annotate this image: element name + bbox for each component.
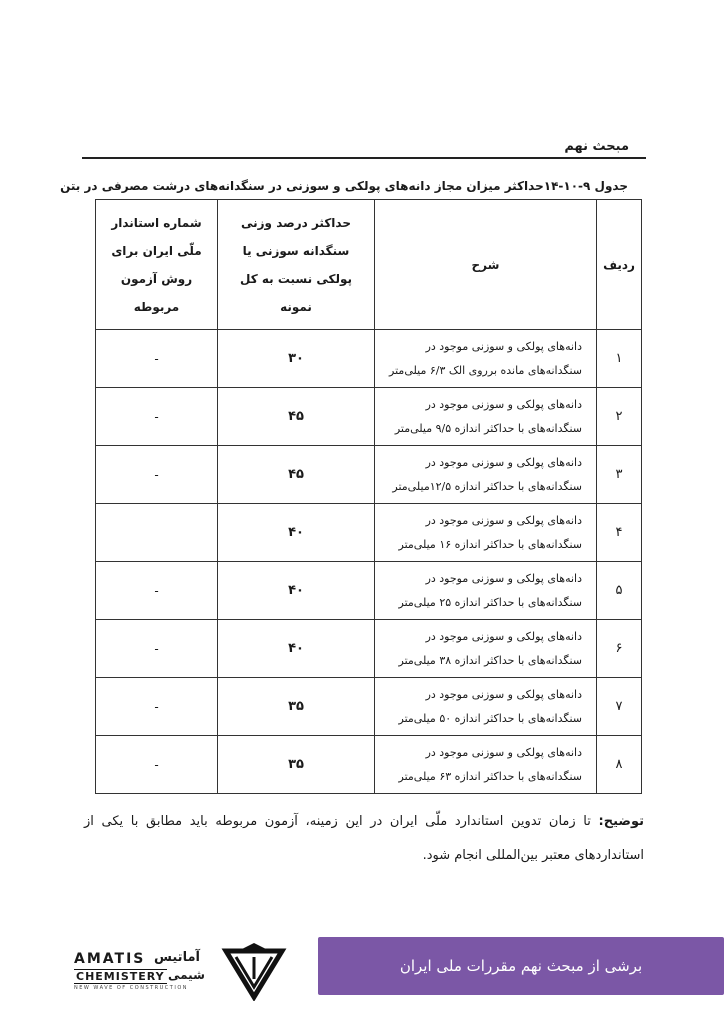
description-line-2: سنگدانه‌های مانده برروی الک ۶/۳ میلی‌متر — [389, 363, 582, 377]
row-description-cell — [375, 504, 597, 562]
brand-sub-en: CHEMISTERY — [76, 970, 165, 983]
table-row — [96, 562, 642, 620]
source-banner: برشی از مبحث نهم مقررات ملی ایران — [318, 937, 724, 995]
header-standard-number: شماره استاندار ملّی ایران برای روش آزمون مربوطه — [96, 200, 218, 330]
table-caption: جدول ۹-۱۰-۱۴حداکثر میزان مجاز دانه‌های پولکی و سوزنی در سنگدانه‌های درشت مصرفی در بتن — [60, 179, 628, 193]
brand-name-fa: آماتیس — [154, 950, 200, 965]
row-standard-cell — [96, 504, 218, 562]
brand-tagline: NEW WAVE OF CONSTRUCTION — [74, 985, 188, 991]
header-max-percent: حداکثر درصد وزنی سنگدانه سوزنی یا پولکی نسبت به کل نمونه — [218, 200, 375, 330]
table-row — [96, 388, 642, 446]
table-row — [96, 620, 642, 678]
note — [84, 805, 644, 873]
description-line-1: دانه‌های پولکی و سوزنی موجود در — [425, 745, 582, 759]
row-standard-cell: - — [96, 620, 218, 678]
row-standard-cell: - — [96, 446, 218, 504]
row-max-percent-cell: ۴۰ — [218, 504, 375, 562]
row-standard-cell: - — [96, 388, 218, 446]
row-max-percent-cell: ۳۵ — [218, 736, 375, 794]
description-line-2: سنگدانه‌های با حداکثر اندازه ۶۳ میلی‌متر — [398, 769, 582, 783]
row-number-cell: ۶ — [597, 620, 642, 678]
row-description-cell — [375, 620, 597, 678]
description-line-2: سنگدانه‌های با حداکثر اندازه ۱۶ میلی‌متر — [398, 537, 582, 551]
aggregate-table — [95, 199, 642, 794]
row-max-percent-cell: ۴۰ — [218, 562, 375, 620]
row-description-cell — [375, 330, 597, 388]
section-title: مبحث نهم — [564, 139, 629, 154]
company-logo — [72, 945, 302, 995]
row-description-cell — [375, 736, 597, 794]
description-line-2: سنگدانه‌های با حداکثر اندازه ۲۵ میلی‌متر — [398, 595, 582, 609]
row-description-cell — [375, 562, 597, 620]
row-standard-cell: - — [96, 736, 218, 794]
row-number-cell: ۷ — [597, 678, 642, 736]
row-number-cell: ۲ — [597, 388, 642, 446]
row-standard-cell: - — [96, 330, 218, 388]
row-description-cell — [375, 388, 597, 446]
row-standard-cell: - — [96, 678, 218, 736]
description-line-1: دانه‌های پولکی و سوزنی موجود در — [425, 455, 582, 469]
row-number-cell: ۳ — [597, 446, 642, 504]
row-number-cell: ۵ — [597, 562, 642, 620]
row-description-cell — [375, 678, 597, 736]
note-text: تا زمان تدوین استاندارد ملّی ایران در این زمینه، آزمون مربوطه باید مطابق با یکی از استانداردهای معتبر بین‌المللی انجام شود. — [84, 814, 644, 863]
row-number-cell: ۸ — [597, 736, 642, 794]
row-max-percent-cell: ۴۵ — [218, 446, 375, 504]
row-max-percent-cell: ۴۵ — [218, 388, 375, 446]
description-line-2: سنگدانه‌های با حداکثر اندازه ۳۸ میلی‌متر — [398, 653, 582, 667]
description-line-1: دانه‌های پولکی و سوزنی موجود در — [425, 629, 582, 643]
row-max-percent-cell: ۳۵ — [218, 678, 375, 736]
row-description-cell — [375, 446, 597, 504]
row-max-percent-cell: ۴۰ — [218, 620, 375, 678]
table-row — [96, 330, 642, 388]
header-rule — [82, 157, 646, 159]
description-line-1: دانه‌های پولکی و سوزنی موجود در — [425, 339, 582, 353]
row-standard-cell: - — [96, 562, 218, 620]
brand-sub-fa: شیمی — [168, 968, 205, 982]
header-row-number: ردیف — [597, 200, 642, 330]
note-label: توضیح: — [598, 814, 644, 829]
description-line-1: دانه‌های پولکی و سوزنی موجود در — [425, 513, 582, 527]
header-description: شرح — [375, 200, 597, 330]
table-row — [96, 678, 642, 736]
description-line-2: سنگدانه‌های با حداکثر اندازه ۱۲/۵میلی‌متر — [392, 479, 582, 493]
description-line-2: سنگدانه‌های با حداکثر اندازه ۵۰ میلی‌متر — [398, 711, 582, 725]
row-max-percent-cell: ۳۰ — [218, 330, 375, 388]
row-number-cell: ۱ — [597, 330, 642, 388]
brand-name-en: AMATIS — [74, 951, 146, 967]
table-row — [96, 446, 642, 504]
diamond-logo-icon — [218, 941, 290, 1001]
table-row — [96, 504, 642, 562]
row-number-cell: ۴ — [597, 504, 642, 562]
description-line-2: سنگدانه‌های با حداکثر اندازه ۹/۵ میلی‌متر — [394, 421, 582, 435]
description-line-1: دانه‌های پولکی و سوزنی موجود در — [425, 687, 582, 701]
table-header-row — [96, 200, 642, 330]
table-row — [96, 736, 642, 794]
description-line-1: دانه‌های پولکی و سوزنی موجود در — [425, 571, 582, 585]
description-line-1: دانه‌های پولکی و سوزنی موجود در — [425, 397, 582, 411]
